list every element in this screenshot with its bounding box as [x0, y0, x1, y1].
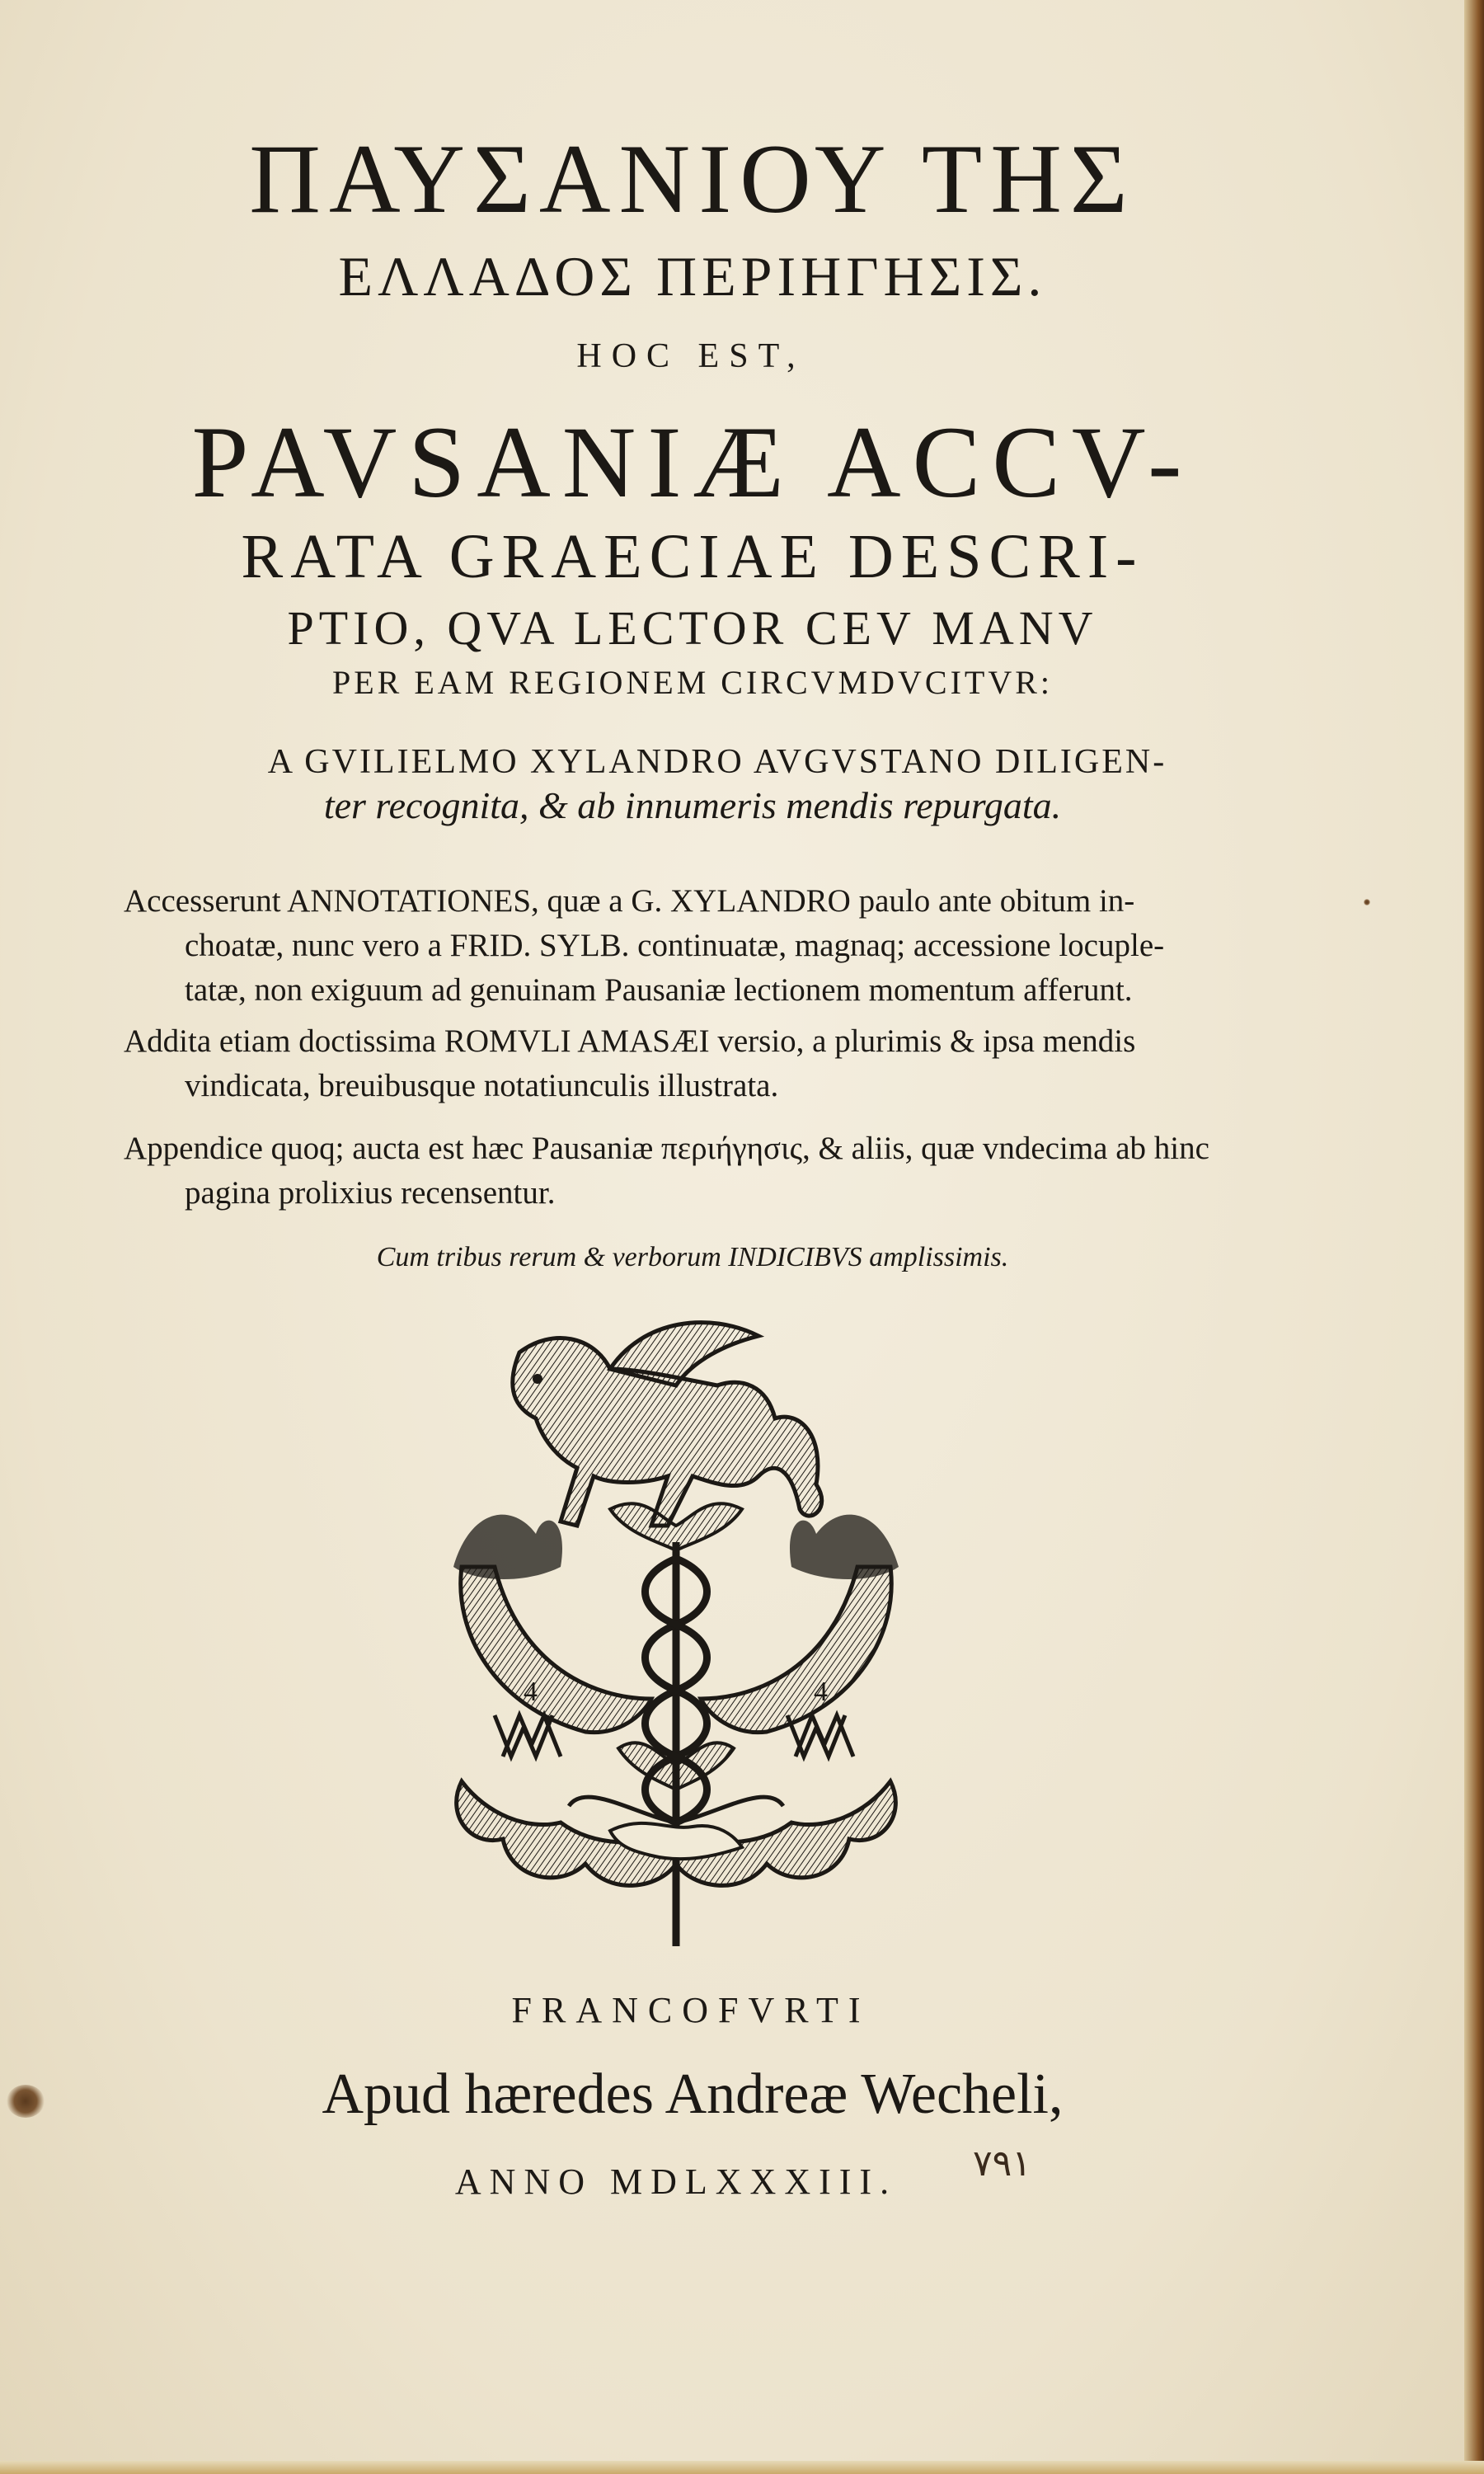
monogram-right-number: 4	[814, 1677, 828, 1707]
imprint-year: ANNO MDLXXXIII.	[454, 2161, 898, 2202]
latin-title-line-4: PER EAM REGIONEM CIRCVMDVCITVR:	[331, 664, 1054, 701]
monogram-left-number: 4	[524, 1677, 538, 1707]
appendix-line-1: Appendice quoq; aucta est hæc Pausaniæ περιήγησις, & aliis, quæ vndecima ab hinc	[124, 1131, 1209, 1166]
greek-title-line-1: ΠΑΥΣΑΝΙΟΥ ΤΗΣ	[249, 124, 1136, 233]
pegasus-icon	[513, 1323, 822, 1526]
cornucopia-left-icon	[453, 1515, 651, 1733]
appendix-line-2: pagina prolixius recensentur.	[185, 1175, 556, 1211]
page-edge-bottom	[0, 2461, 1484, 2474]
versio-line-2: vindicata, breuibusque notatiunculis illustrata.	[185, 1068, 779, 1103]
page-edge-right	[1464, 0, 1484, 2474]
greek-title-line-2: ΕΛΛΑΔΟΣ ΠΕΡΙΗΓΗΣΙΣ.	[338, 245, 1047, 308]
latin-title-line-3: PTIO, QVA LECTOR CEV MANV	[287, 601, 1098, 655]
indices-line: Cum tribus rerum & verborum INDICIBVS amplissimis.	[376, 1242, 1009, 1272]
pegasus-caduceus-emblem	[445, 1319, 907, 1963]
editor-line-1: A GVILIELMO XYLANDRO AVGVSTANO DILIGEN-	[267, 743, 1167, 781]
caduceus-icon	[569, 1542, 783, 1946]
latin-title-line-2: RATA GRAECIAE DESCRI-	[241, 522, 1144, 591]
imprint-publisher: Apud hæredes Andreæ Wecheli,	[322, 2062, 1064, 2126]
appendix-paragraph	[124, 1126, 1209, 1216]
imprint-city: FRANCOFVRTI	[511, 1990, 871, 2030]
versio-paragraph	[124, 1019, 1135, 1108]
annotations-line-3: tatæ, non exiguum ad genuinam Pausaniæ lectionem momentum afferunt.	[185, 972, 1133, 1008]
printer-device-woodcut	[445, 1319, 907, 1963]
annotations-line-1: Accesserunt ANNOTATIONES, quæ a G. XYLANDRO paulo ante obitum in-	[124, 883, 1135, 919]
hoc-est: HOC EST,	[576, 337, 805, 375]
latin-title-line-1: PAVSANIÆ ACCV-	[191, 406, 1194, 519]
editor-line-2: ter recognita, & ab innumeris mendis repurgata.	[323, 784, 1062, 826]
handwritten-note: ٧٩١	[973, 2142, 1031, 2185]
versio-line-1: Addita etiam doctissima ROMVLI AMASÆI versio, a plurimis & ipsa mendis	[124, 1023, 1136, 1059]
annotations-line-2: choatæ, nunc vero a FRID. SYLB. continuatæ, magnaq; accessione locuple-	[185, 928, 1165, 963]
annotations-paragraph	[124, 879, 1164, 1013]
speck	[1364, 899, 1370, 905]
cornucopia-right-icon	[701, 1515, 899, 1733]
